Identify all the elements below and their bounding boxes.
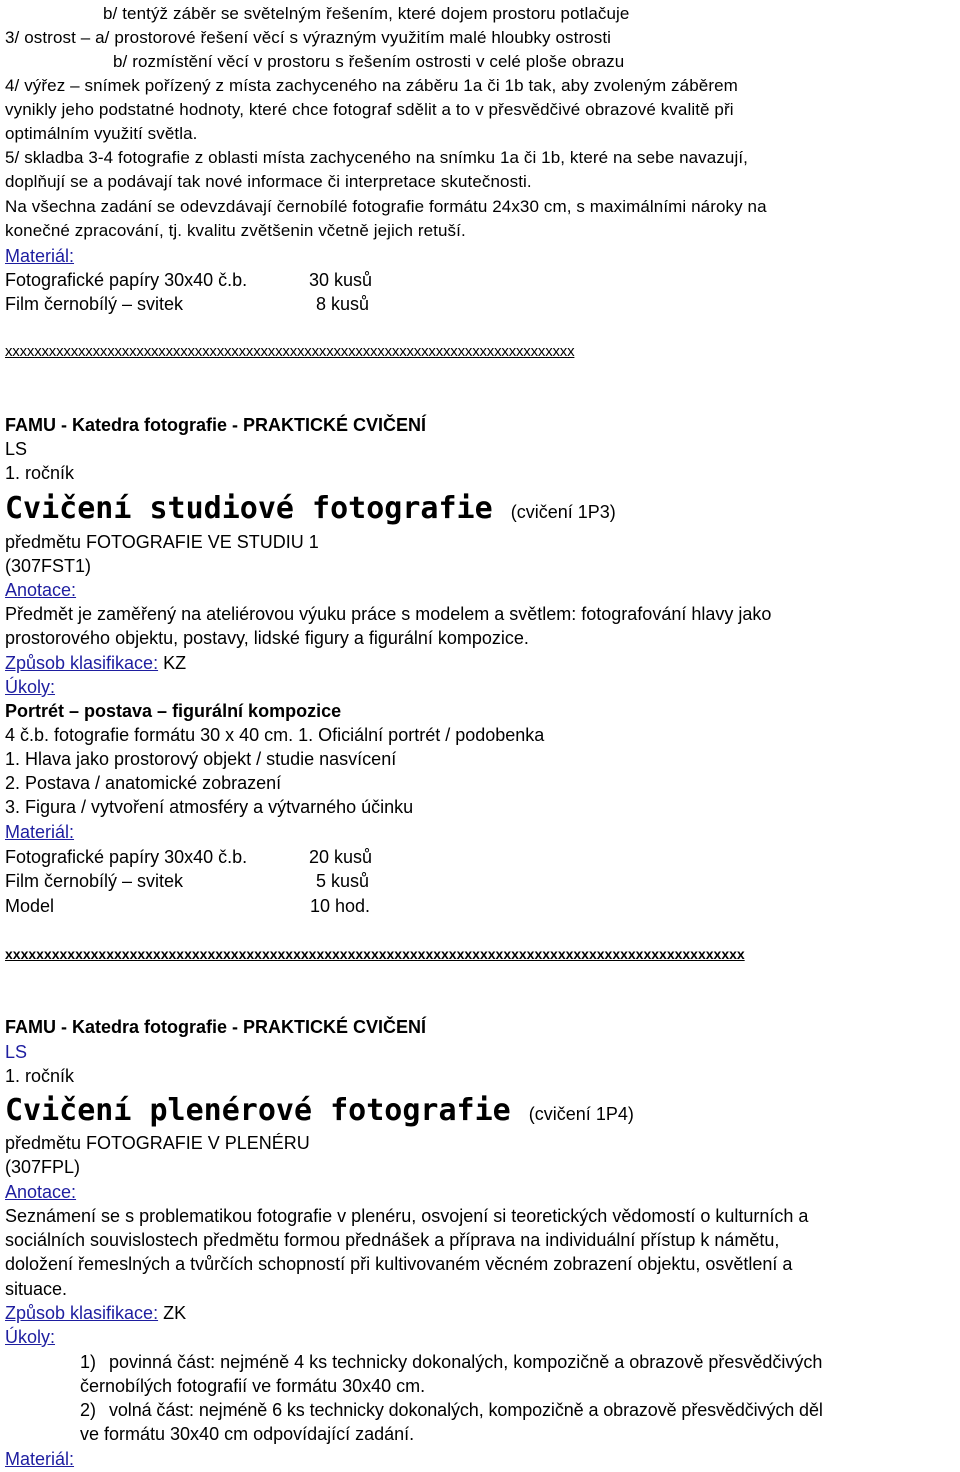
- separator-line: xxxxxxxxxxxxxxxxxxxxxxxxxxxxxxxxxxxxxxxxxxxxxxxxxxxxxxxxxxxxxxxxxxxxxxxxxxxxxxxxxxxxxxxxxxxxxxx: [5, 946, 745, 962]
- task-line: 3. Figura / vytvoření atmosféry a výtvarného účinku: [5, 797, 414, 817]
- course-title-paren: (cvičení 1P3): [510, 502, 616, 522]
- classification-label: Způsob klasifikace:: [5, 653, 159, 673]
- semester: LS: [5, 439, 28, 459]
- material-item: Film černobílý – svitek: [5, 294, 184, 314]
- text-line: 4/ výřez – snímek pořízený z místa zachyceného na záběru 1a či 1b tak, aby zvoleným záběrem: [5, 76, 738, 95]
- text-line: b/ rozmístění věcí v prostoru s řešením ostrosti v celé ploše obrazu: [113, 52, 625, 71]
- classification: [5, 651, 186, 675]
- material-qty: 20 kusů: [309, 847, 373, 867]
- classification-value: KZ: [163, 653, 187, 673]
- text-line: Na všechna zadání se odevzdávají černobílé fotografie formátu 24x30 cm, s maximálními nároky na: [5, 197, 767, 216]
- task-line: černobílých fotografií ve formátu 30x40 cm.: [80, 1376, 426, 1396]
- material-item: Fotografické papíry 30x40 č.b.: [5, 270, 248, 290]
- section-header: FAMU - Katedra fotografie - PRAKTICKÉ CVIČENÍ: [5, 415, 427, 435]
- task-line: 1. Hlava jako prostorový objekt / studie nasvícení: [5, 749, 397, 769]
- annotation-line: doložení řemeslných a tvůrčích schopností při kultivovaném věcném zobrazení objektu, osvětlení a: [5, 1254, 793, 1274]
- text-line: konečné zpracování, tj. kvalitu zvětšenin včetně jejich retuší.: [5, 221, 466, 240]
- material-item: Fotografické papíry 30x40 č.b.: [5, 847, 248, 867]
- text-line: optimálním využití světla.: [5, 124, 198, 143]
- classification-value: ZK: [163, 1303, 187, 1323]
- tasks-label: Úkoly:: [5, 1327, 56, 1347]
- task-number: 2): [80, 1400, 97, 1420]
- tasks-heading: Portrét – postava – figurální kompozice: [5, 701, 342, 721]
- classification-label: Způsob klasifikace:: [5, 1303, 159, 1323]
- course-title-paren: (cvičení 1P4): [528, 1104, 634, 1124]
- text-line: b/ tentýž záběr se světelným řešením, které dojem prostoru potlačuje: [103, 4, 630, 23]
- task-line: povinná část: nejméně 4 ks technicky dokonalých, kompozičně a obrazově přesvědčivých: [109, 1352, 823, 1372]
- material-label: Materiál:: [5, 822, 75, 842]
- material-qty: 10 hod.: [310, 896, 371, 916]
- task-line: ve formátu 30x40 cm odpovídající zadání.: [80, 1424, 415, 1444]
- course-title-text: Cvičení studiové fotografie: [5, 491, 493, 526]
- text-line: doplňují se a podávají tak nové informace či interpretace skutečnosti.: [5, 172, 532, 191]
- annotation-label: Anotace:: [5, 1182, 77, 1202]
- course-code: (307FST1): [5, 556, 92, 576]
- text-line: vynikly jeho podstatné hodnoty, které chce fotograf sdělit a to v přesvědčivé obrazové kvalitě při: [5, 100, 734, 119]
- material-qty: 30 kusů: [309, 270, 373, 290]
- task-number: 1): [80, 1352, 97, 1372]
- year: 1. ročník: [5, 1066, 75, 1086]
- annotation-line: Seznámení se s problematikou fotografie v plenéru, osvojení si teoretických vědomostí o kulturních a: [5, 1206, 809, 1226]
- annotation-line: situace.: [5, 1279, 68, 1299]
- annotation-line: prostorového objektu, postavy, lidské figury a figurální kompozice.: [5, 628, 529, 648]
- material-qty: 8 kusů: [316, 294, 370, 314]
- section-header: FAMU - Katedra fotografie - PRAKTICKÉ CVIČENÍ: [5, 1017, 427, 1037]
- tasks-label: Úkoly:: [5, 677, 56, 697]
- task-line: 4 č.b. fotografie formátu 30 x 40 cm. 1. Oficiální portrét / podobenka: [5, 725, 545, 745]
- year: 1. ročník: [5, 463, 75, 483]
- separator-line: xxxxxxxxxxxxxxxxxxxxxxxxxxxxxxxxxxxxxxxxxxxxxxxxxxxxxxxxxxxxxxxxxxxxxxxxxxxxxx: [5, 343, 575, 360]
- annotation-line: Předmět je zaměřený na ateliérovou výuku práce s modelem a světlem: fotografování hlavy jako: [5, 604, 772, 624]
- material-label: Materiál:: [5, 246, 75, 266]
- classification: [5, 1301, 186, 1325]
- text-line: 3/ ostrost – a/ prostorové řešení věcí s výrazným využitím malé hloubky ostrosti: [5, 28, 612, 47]
- material-qty: 5 kusů: [316, 871, 370, 891]
- course-title-text: Cvičení plenérové fotografie: [5, 1093, 511, 1128]
- subject: předmětu FOTOGRAFIE V PLENÉRU: [5, 1133, 310, 1153]
- text-line: 5/ skladba 3-4 fotografie z oblasti místa zachyceného na snímku 1a či 1b, které na sebe navazují,: [5, 148, 749, 167]
- material-item: Model: [5, 896, 55, 916]
- task-line: 2. Postava / anatomické zobrazení: [5, 773, 282, 793]
- course-title: [5, 491, 616, 527]
- material-item: Film černobílý – svitek: [5, 871, 184, 891]
- course-title: [5, 1093, 634, 1129]
- semester: LS: [5, 1042, 28, 1062]
- annotation-line: sociálních souvislostech předmětu formou přednášek a příprava na individuální přístup k námětu,: [5, 1230, 780, 1250]
- annotation-label: Anotace:: [5, 580, 77, 600]
- subject: předmětu FOTOGRAFIE VE STUDIU 1: [5, 532, 319, 552]
- material-label: Materiál:: [5, 1449, 75, 1469]
- task-line: volná část: nejméně 6 ks technicky dokonalých, kompozičně a obrazově přesvědčivých děl: [109, 1400, 823, 1420]
- course-code: (307FPL): [5, 1157, 81, 1177]
